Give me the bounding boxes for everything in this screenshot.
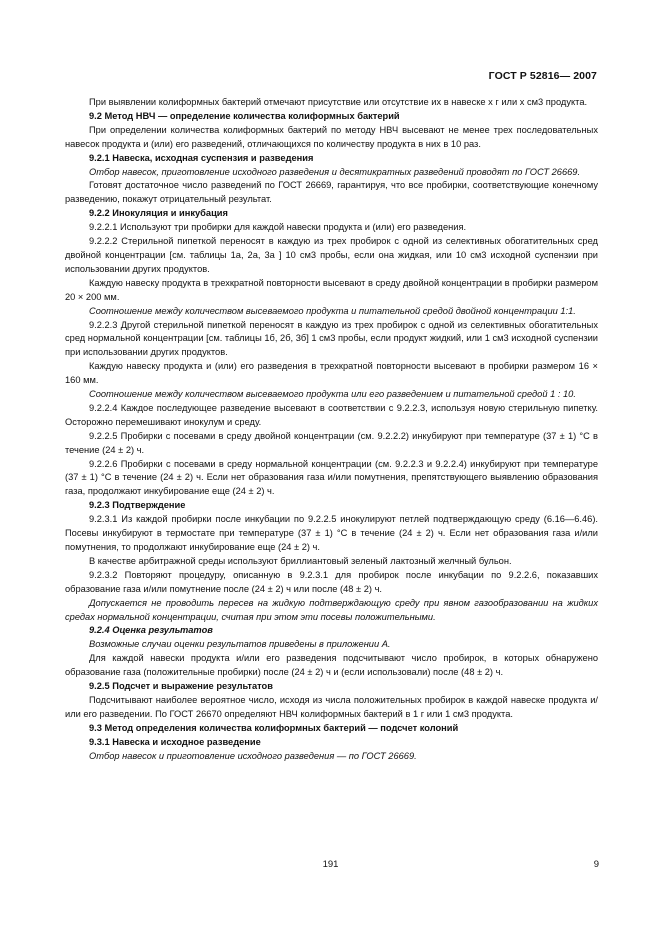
paragraph: Каждую навеску продукта в трехкратной повторности высевают в среду двойной концентрации в пробирки размером 20 × 200 мм. <box>65 277 598 302</box>
paragraph: 9.2.2.2 Стерильной пипеткой переносят в каждую из трех пробирок с одной из селективных обогатительных сред двойной концентрации [см. таблицы 1а, 2а, 3а ] 10 см3 пробы, если она жидкая, или 10 см3 исходной суспензии при использовании других продуктов. <box>65 236 598 274</box>
paragraph: В качестве арбитражной среды используют бриллиантовый зеленый лактозный желчный бульон. <box>89 555 512 566</box>
paragraph: 9.2.3.1 Из каждой пробирки после инкубации по 9.2.2.5 инокулируют петлей подтверждающую среду (6.16—6.46). Посевы инкубируют в термостате при температуре (37 ± 1) °С в течение (24 ± 2) ч. Если нет образования газа и/или помутнения, то продолжают инкубирование еще (24 ± 2) ч. <box>65 514 598 552</box>
paragraph: 9.2.2.4 Каждое последующее разведение высевают в соответствии с 9.2.2.3, используя новую стерильную пипетку. Осторожно перемешивают инокулум и среду. <box>65 402 598 427</box>
section-heading: 9.3 Метод определения количества колиформных бактерий — подсчет колоний <box>89 722 459 733</box>
paragraph: 9.2.2.3 Другой стерильной пипеткой переносят в каждую из трех пробирок с одной из селективных обогатительных сред нормальной концентрации [см. таблицы 1б, 2б, 3б] 1 см3 пробы, если продукт жидкий, или 1 см3 исходной суспензии при использовании других продуктов. <box>65 319 598 358</box>
section-heading: 9.2.5 Подсчет и выражение результатов <box>89 681 273 692</box>
page-header-standard: ГОСТ Р 52816— 2007 <box>488 70 597 82</box>
paragraph: 9.2.3.2 Повторяют процедуру, описанную в 9.2.3.1 для пробирок после инкубации по 9.2.2.6, показавших образование газа и/или помутнение после (24 ± 2) ч или после (48 ± 2) ч. <box>65 569 598 594</box>
section-heading: 9.2.4 Оценка результатов <box>89 625 213 636</box>
paragraph: Каждую навеску продукта и (или) его разведения в трехкратной повторности высевают в пробирки размером 16 × 160 мм. <box>65 361 598 386</box>
section-heading: 9.2.3 Подтверждение <box>89 500 186 511</box>
paragraph: Готовят достаточное число разведений по ГОСТ 26669, гарантируя, что все пробирки, соответствующие конечному разведению, покажут отрицательный результат. <box>65 180 598 205</box>
section-heading: 9.2.1 Навеска, исходная суспензия и разведения <box>89 152 314 163</box>
page-number-center: 191 <box>322 859 339 870</box>
paragraph: 9.2.2.6 Пробирки с посевами в среду нормальной концентрации (см. 9.2.2.3 и 9.2.2.4) инкубируют при температуре (37 ± 1) °С в течение (24 ± 2) ч. Если нет образования газа и/или помутнения, препятствующего выявлению образования газа, продолжают инкубирование еще (24 ± 2) ч. <box>65 458 598 497</box>
paragraph: При определении количества колиформных бактерий по методу НВЧ высевают не менее трех последовательных навесок продукта и (или) его разведений, отличающихся по количеству продукта в них в 10 раз. <box>65 124 598 149</box>
paragraph: Соотношение между количеством высеваемого продукта или его разведением и питательной средой 1 : 10. <box>89 389 576 400</box>
paragraph: Для каждой навески продукта и/или его разведения подсчитывают число пробирок, в которых обнаружено образование газа (положительные пробирки) после (24 ± 2) ч и (если использовали) после (48 ± 2) ч. <box>65 653 598 678</box>
paragraph: 9.2.2.1 Используют три пробирки для каждой навески продукта и (или) его разведения. <box>89 222 467 233</box>
paragraph: При выявлении колиформных бактерий отмечают присутствие или отсутствие их в навеске x г или x см3 продукта. <box>89 97 588 107</box>
paragraph: Отбор навесок, приготовление исходного разведения и десятикратных разведений проводят по ГОСТ 26669. <box>89 166 581 177</box>
section-heading: 9.3.1 Навеска и исходное разведение <box>89 736 261 747</box>
paragraph: Соотношение между количеством высеваемого продукта и питательной средой двойной концентрации 1:1. <box>89 305 576 316</box>
paragraph: Подсчитывают наиболее вероятное число, исходя из числа положительных пробирок в каждой навеске продукта и/или его разведении. По ГОСТ 26670 определяют НВЧ колиформных бактерий в 1 г или 1 см3 продукта. <box>65 694 598 719</box>
paragraph: Допускается не проводить пересев на жидкую подтверждающую среду при явном газообразовании на жидких средах нормальной концентрации, считая при этом эти посевы положительными. <box>65 597 598 622</box>
document-body <box>65 96 598 764</box>
page-number-right: 9 <box>593 859 599 870</box>
paragraph: 9.2.2.5 Пробирки с посевами в среду двойной концентрации (см. 9.2.2.2) инкубируют при температуре (37 ± 1) °С в течение (24 ± 2) ч. <box>65 430 598 455</box>
paragraph: Возможные случаи оценки результатов приведены в приложении А. <box>89 639 391 650</box>
paragraph: Отбор навесок и приготовление исходного разведения — по ГОСТ 26669. <box>89 750 417 761</box>
section-heading: 9.2 Метод НВЧ — определение количества колиформных бактерий <box>89 110 400 121</box>
section-heading: 9.2.2 Инокуляция и инкубация <box>89 208 228 219</box>
